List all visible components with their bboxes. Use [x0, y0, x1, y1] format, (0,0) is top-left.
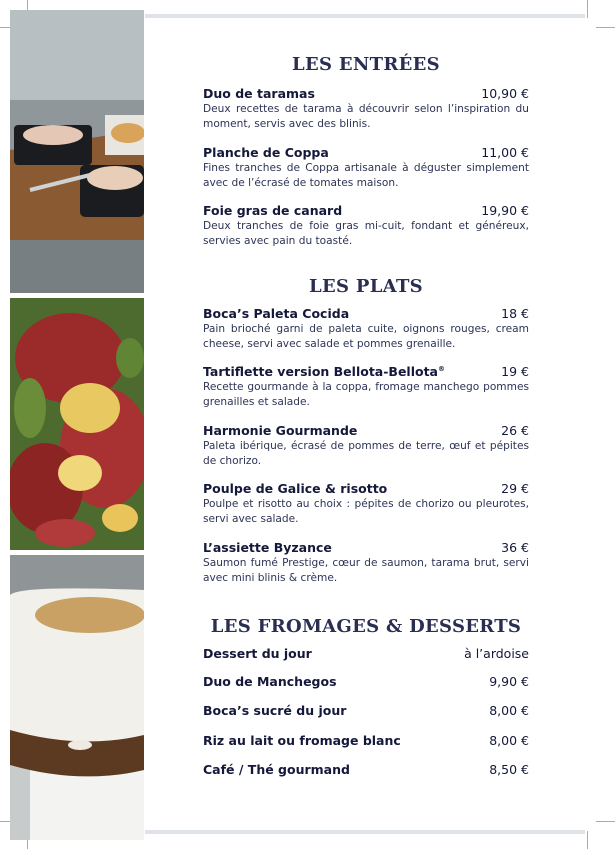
section-title: LES FROMAGES & DESSERTS [210, 616, 522, 637]
item-description: Fines tranches de Coppa artisanale à déguster simplement avec de l’écrasé de tomates maison. [203, 162, 529, 189]
section-plats [203, 276, 529, 297]
section-desserts [203, 616, 529, 637]
menu-item [203, 733, 529, 748]
item-name: Duo de taramas [203, 86, 315, 101]
crop-mark [596, 27, 615, 28]
menu-item [203, 703, 529, 718]
item-price: 9,90 € [489, 674, 529, 689]
bottom-border-strip [145, 830, 585, 834]
menu-item [203, 306, 529, 352]
item-description: Recette gourmande à la coppa, fromage manchego pommes grenailles et salade. [203, 381, 529, 408]
item-name: Foie gras de canard [203, 203, 343, 218]
item-price: 8,50 € [489, 762, 529, 777]
item-price: à l’ardoise [464, 646, 529, 661]
section-title: LES PLATS [309, 276, 423, 297]
item-description: Paleta ibérique, écrasé de pommes de terre, œuf et pépites de chorizo. [203, 440, 529, 467]
item-name: Café / Thé gourmand [203, 762, 350, 777]
item-price: 36 € [501, 540, 529, 555]
menu-item [203, 203, 529, 249]
item-name: L’assiette Byzance [203, 540, 332, 555]
item-price: 10,90 € [481, 86, 529, 101]
top-border-strip [145, 14, 585, 18]
crop-mark [596, 821, 615, 822]
menu-item [203, 540, 529, 586]
item-description: Poulpe et risotto au choix : pépites de chorizo ou pleurotes, servi avec salade. [203, 498, 529, 525]
item-description: Deux recettes de tarama à découvrir selon l’inspiration du moment, servis avec des blinis. [203, 103, 529, 130]
item-price: 26 € [501, 423, 529, 438]
item-name: Planche de Coppa [203, 145, 329, 160]
item-name: Duo de Manchegos [203, 674, 337, 689]
item-name: Poulpe de Galice & risotto [203, 481, 388, 496]
crop-mark [587, 831, 588, 849]
item-price: 11,00 € [481, 145, 529, 160]
menu-item [203, 145, 529, 191]
menu-item [203, 481, 529, 527]
photo-charcuterie [10, 298, 144, 550]
item-price: 8,00 € [489, 703, 529, 718]
item-price: 8,00 € [489, 733, 529, 748]
menu-item [203, 86, 529, 132]
photo-taramas [10, 10, 144, 293]
section-title: LES ENTRÉES [292, 54, 440, 75]
item-name: Riz au lait ou fromage blanc [203, 733, 401, 748]
menu-item [203, 423, 529, 469]
crop-mark [587, 0, 588, 18]
item-price: 19,90 € [481, 203, 529, 218]
item-name: Boca’s sucré du jour [203, 703, 347, 718]
item-name: Boca’s Paleta Cocida [203, 306, 350, 321]
item-price: 19 € [501, 364, 529, 379]
item-description: Pain brioché garni de paleta cuite, oignons rouges, cream cheese, servi avec salade et pommes grenaille. [203, 323, 529, 350]
section-entrees [203, 54, 529, 75]
item-description: Deux tranches de foie gras mi-cuit, fondant et généreux, servies avec pain du toasté. [203, 220, 529, 247]
menu-item [203, 646, 529, 661]
menu-item [203, 762, 529, 777]
registered-mark: ® [438, 364, 445, 373]
menu-item [203, 364, 529, 410]
item-price: 29 € [501, 481, 529, 496]
menu-item [203, 674, 529, 689]
item-name-text: Tartiflette version Bellota-Bellota [203, 364, 438, 379]
photo-dessert [10, 555, 144, 840]
item-name [203, 364, 445, 379]
item-description: Saumon fumé Prestige, cœur de saumon, tarama brut, servi avec mini blinis & crème. [203, 557, 529, 584]
item-name: Harmonie Gourmande [203, 423, 358, 438]
item-name: Dessert du jour [203, 646, 312, 661]
item-price: 18 € [501, 306, 529, 321]
